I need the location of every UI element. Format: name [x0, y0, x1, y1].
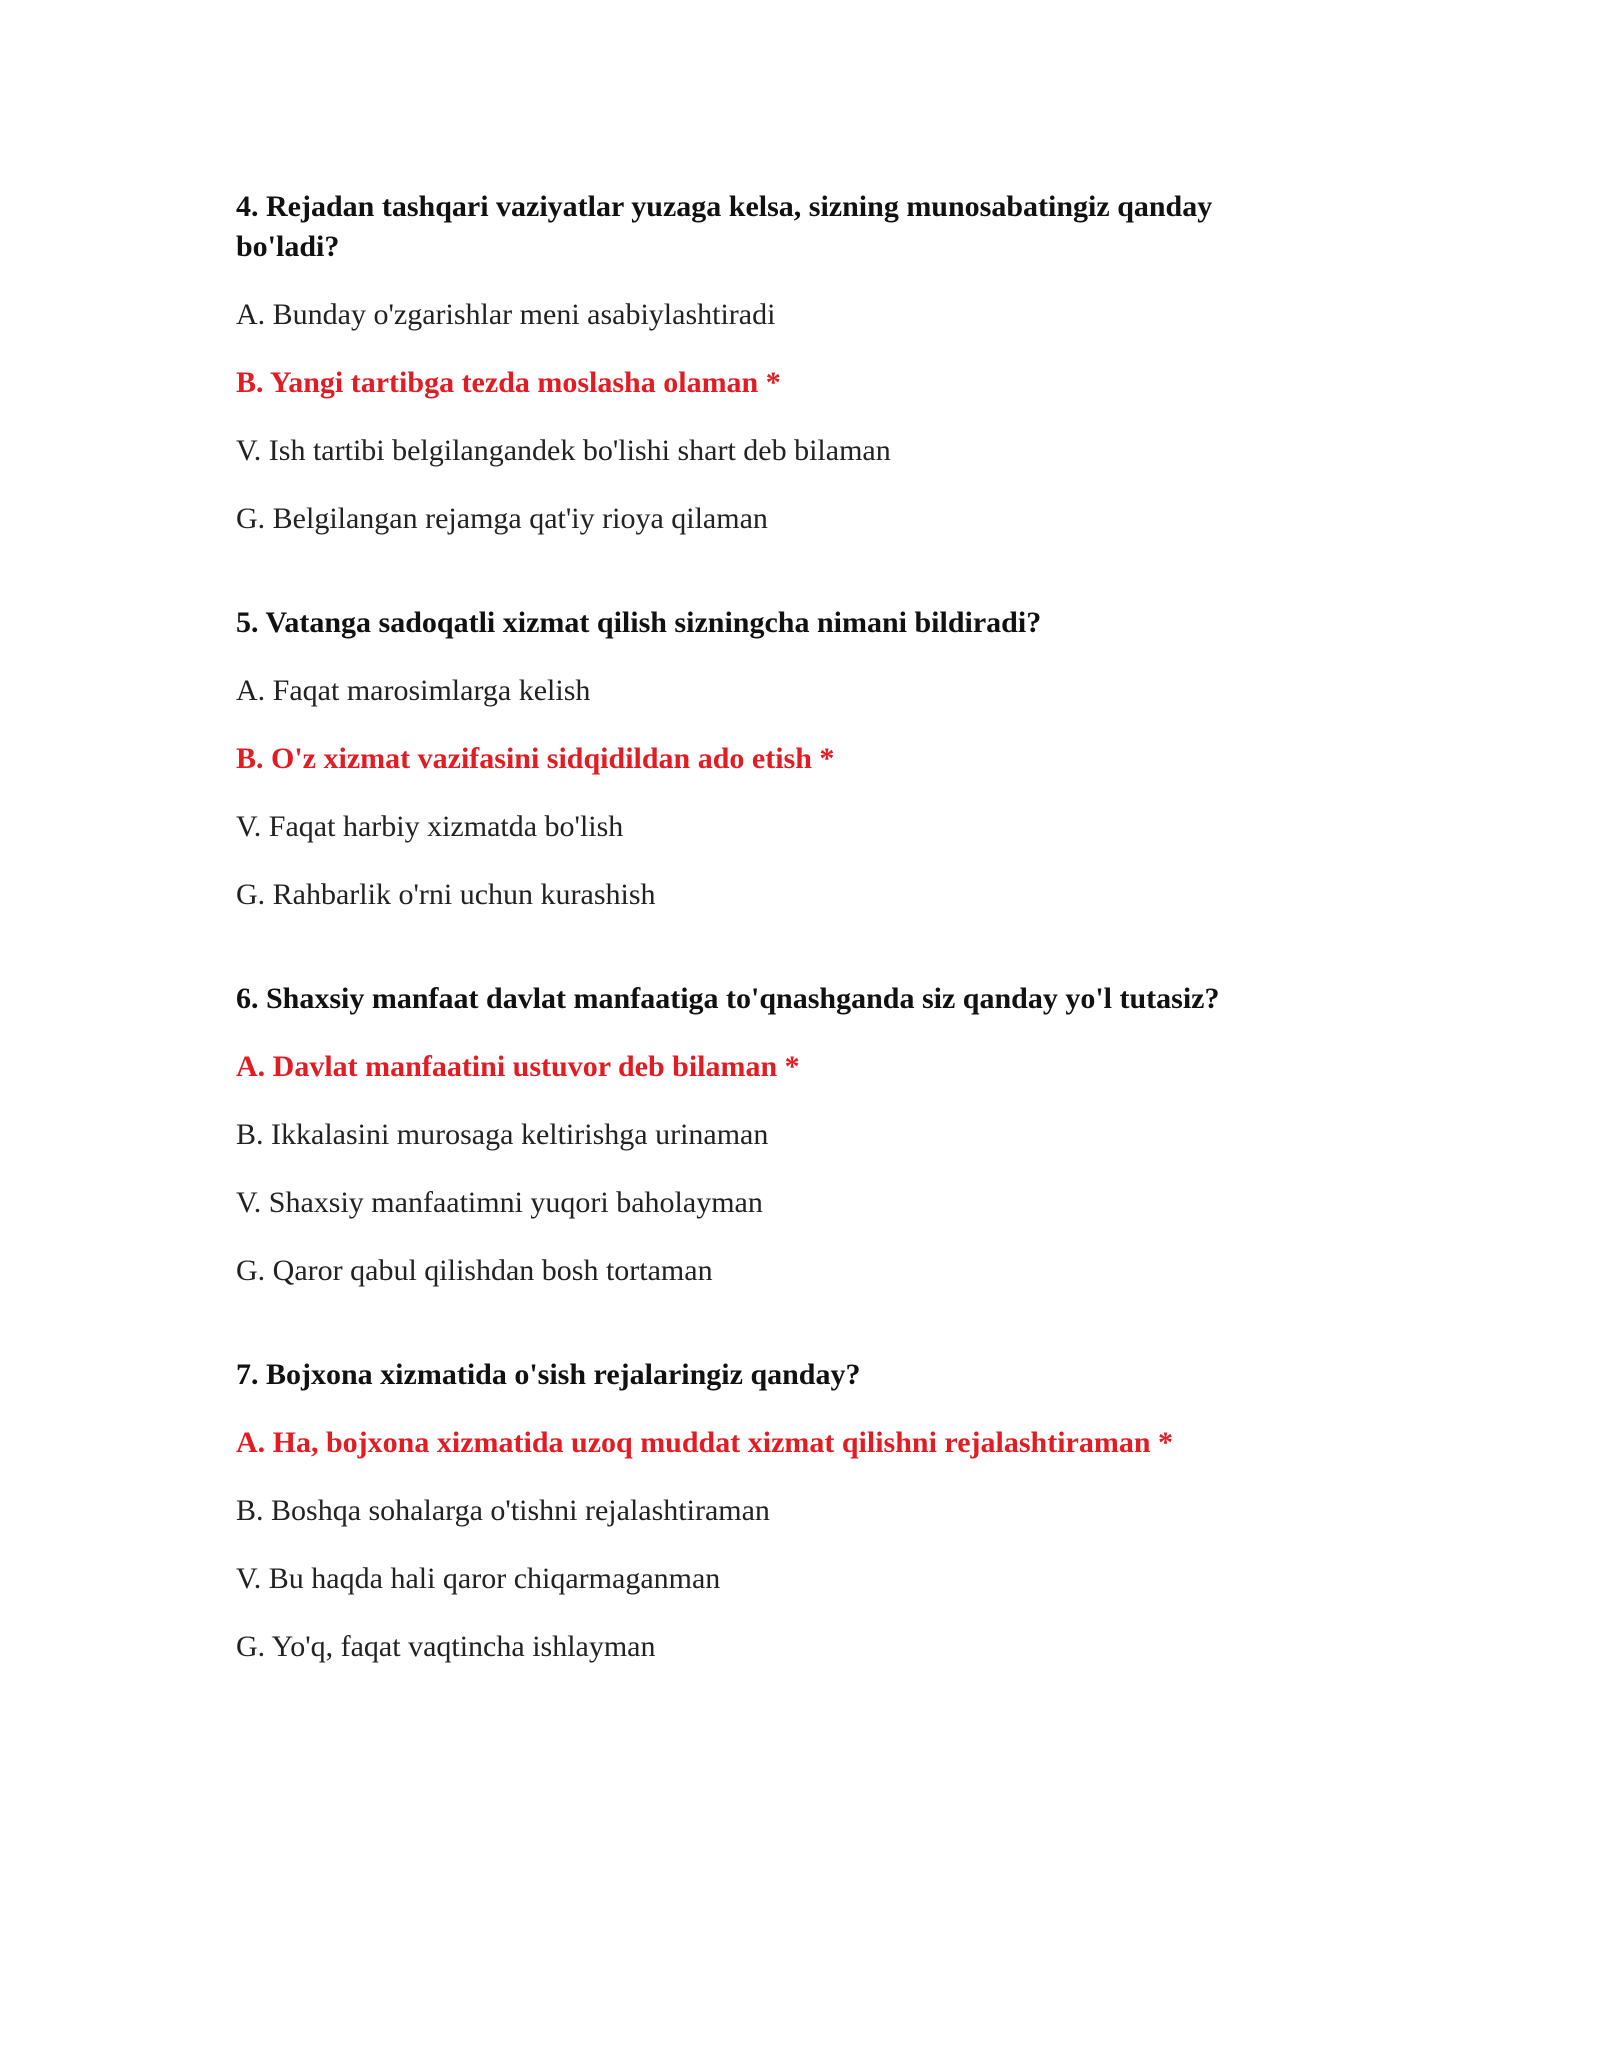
answer-option-b: B. Boshqa sohalarga o'tishni rejalashtiraman [236, 1494, 770, 1527]
answer-option-g: G. Yo'q, faqat vaqtincha ishlayman [236, 1630, 656, 1663]
answer-option-v: V. Ish tartibi belgilangandek bo'lishi shart deb bilaman [236, 434, 891, 467]
question-5 [236, 603, 1300, 915]
answer-option-a: A. Faqat marosimlarga kelish [236, 674, 591, 707]
answer-option-a-correct: A. Ha, bojxona xizmatida uzoq muddat xizmat qilishni rejalashtiraman * [236, 1426, 1174, 1459]
question-7 [236, 1355, 1300, 1667]
question-4 [236, 187, 1300, 539]
answer-option-v: V. Faqat harbiy xizmatda bo'lish [236, 810, 624, 843]
answer-option-g: G. Rahbarlik o'rni uchun kurashish [236, 878, 656, 911]
answer-option-v: V. Shaxsiy manfaatimni yuqori baholayman [236, 1186, 763, 1219]
answer-option-b: B. Ikkalasini murosaga keltirishga urinaman [236, 1118, 769, 1151]
question-title: 7. Bojxona xizmatida o'sish rejalaringiz qanday? [236, 1358, 861, 1391]
answer-option-a: A. Bunday o'zgarishlar meni asabiylashtiradi [236, 298, 776, 331]
answer-option-b-correct: B. Yangi tartibga tezda moslasha olaman * [236, 366, 781, 399]
answer-option-g: G. Belgilangan rejamga qat'iy rioya qilaman [236, 502, 768, 535]
question-title: 4. Rejadan tashqari vaziyatlar yuzaga kelsa, sizning munosabatingiz qanday bo'ladi? [236, 190, 1213, 263]
question-title: 6. Shaxsiy manfaat davlat manfaatiga to'qnashganda siz qanday yo'l tutasiz? [236, 982, 1220, 1015]
question-title: 5. Vatanga sadoqatli xizmat qilish sizningcha nimani bildiradi? [236, 606, 1042, 639]
answer-option-v: V. Bu haqda hali qaror chiqarmaganman [236, 1562, 721, 1595]
answer-option-b-correct: B. O'z xizmat vazifasini sidqidildan ado etish * [236, 742, 835, 775]
question-6 [236, 979, 1300, 1291]
answer-option-g: G. Qaror qabul qilishdan bosh tortaman [236, 1254, 713, 1287]
answer-option-a-correct: A. Davlat manfaatini ustuvor deb bilaman * [236, 1050, 800, 1083]
